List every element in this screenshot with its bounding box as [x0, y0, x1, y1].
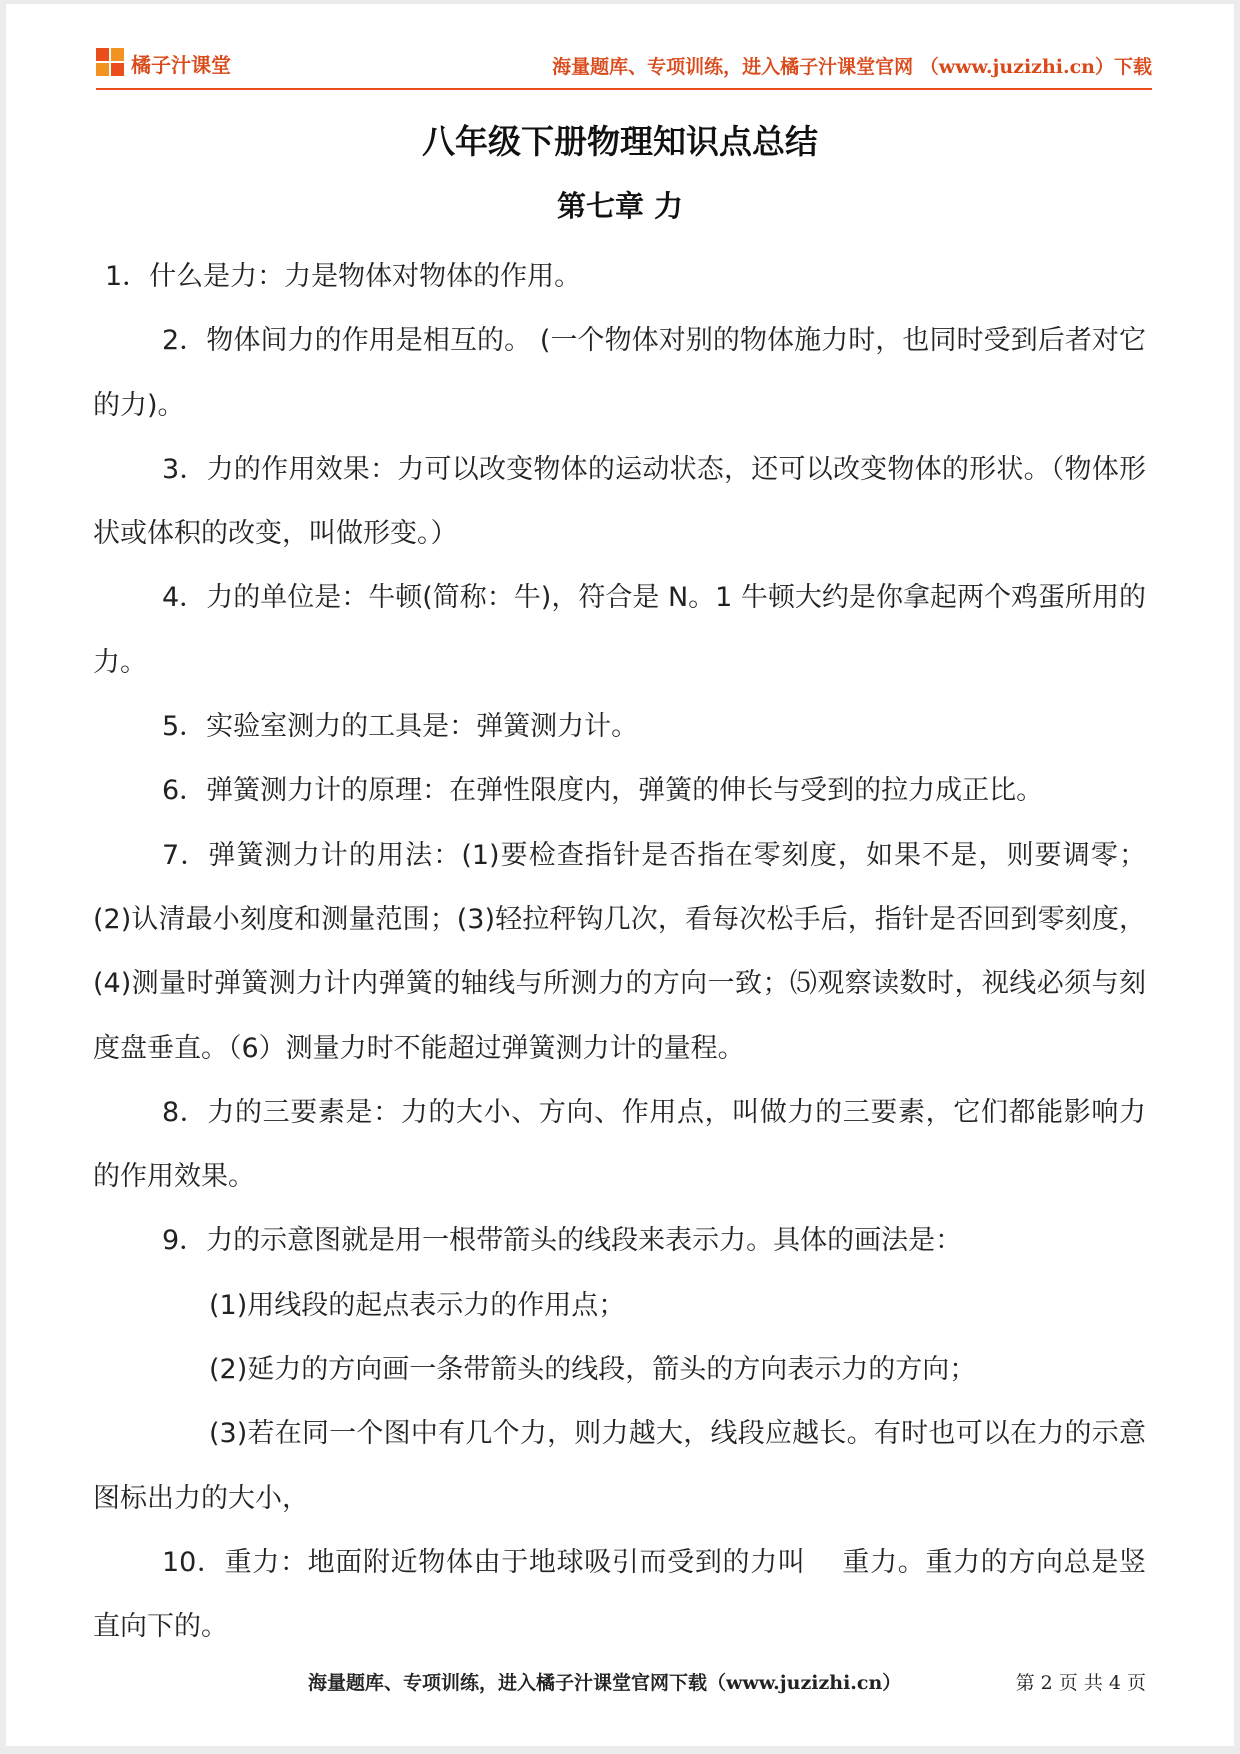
document-title: 八年级下册物理知识点总结 — [422, 122, 818, 161]
paragraph-10: 10．重力：地面附近物体由于地球吸引而受到的力叫 重力。重力的方向总是竖直向下的。 — [93, 1546, 1146, 1643]
paragraph-1: 1．什么是力：力是物体对物体的作用。 — [105, 261, 582, 292]
header-slogan: 海量题库、专项训练，进入橘子汁课堂官网 （www.juzizhi.cn）下载 — [552, 56, 1152, 78]
paragraph-4: 4．力的单位是：牛顿(简称：牛)，符合是 N。1 牛顿大约是你拿起两个鸡蛋所用的力。 — [93, 582, 1146, 678]
document-body — [93, 245, 1146, 1660]
logo-icon — [96, 48, 126, 78]
paragraph-9-step-3: (3)若在同一个图中有几个力，则力越大，线段应越长。有时也可以在力的示意图标出力的大小， — [93, 1418, 1146, 1514]
paragraph-9: 9．力的示意图就是用一根带箭头的线段来表示力。具体的画法是： — [162, 1225, 963, 1257]
page-footer — [6, 1668, 1234, 1698]
paragraph-7: 7．弹簧测力计的用法：(1)要检查指针是否指在零刻度，如果不是，则要调零；(2)认清最小刻度和测量范围；(3)轻拉秤钩几次，看每次松手后，指针是否回到零刻度，(4)测量时弹簧测力计内弹簧的轴线与所测力的方向一致；⑸观察读数时，视线必须与刻度盘垂直。（6）测量力时不能超过弹簧测力计的量程。 — [93, 839, 1146, 1064]
page-number: 第 2 页 共 4 页 — [1015, 1672, 1146, 1694]
brand-logo — [96, 48, 231, 78]
header-divider — [96, 88, 1152, 90]
footer-slogan: 海量题库、专项训练，进入橘子汁课堂官网下载（www.juzizhi.cn） — [308, 1672, 902, 1694]
paragraph-3: 3．力的作用效果：力可以改变物体的运动状态，还可以改变物体的形状。（物体形状或体积的改变，叫做形变。） — [93, 453, 1146, 550]
document-page — [6, 4, 1234, 1746]
page-header — [96, 48, 1152, 88]
paragraph-5: 5．实验室测力的工具是：弹簧测力计。 — [162, 711, 639, 743]
chapter-heading: 第七章 力 — [556, 189, 684, 223]
paragraph-2: 2．物体间力的作用是相互的。 (一个物体对别的物体施力时，也同时受到后者对它的力)。 — [93, 325, 1146, 421]
paragraph-9-step-2: (2)延力的方向画一条带箭头的线段，箭头的方向表示力的方向； — [209, 1354, 977, 1386]
paragraph-9-step-1: (1)用线段的起点表示力的作用点； — [209, 1289, 626, 1321]
paragraph-6: 6．弹簧测力计的原理：在弹性限度内，弹簧的伸长与受到的拉力成正比。 — [162, 775, 1044, 807]
paragraph-8: 8．力的三要素是：力的大小、方向、作用点，叫做力的三要素，它们都能影响力的作用效果。 — [93, 1096, 1146, 1193]
logo-text: 橘子汁课堂 — [131, 52, 231, 77]
